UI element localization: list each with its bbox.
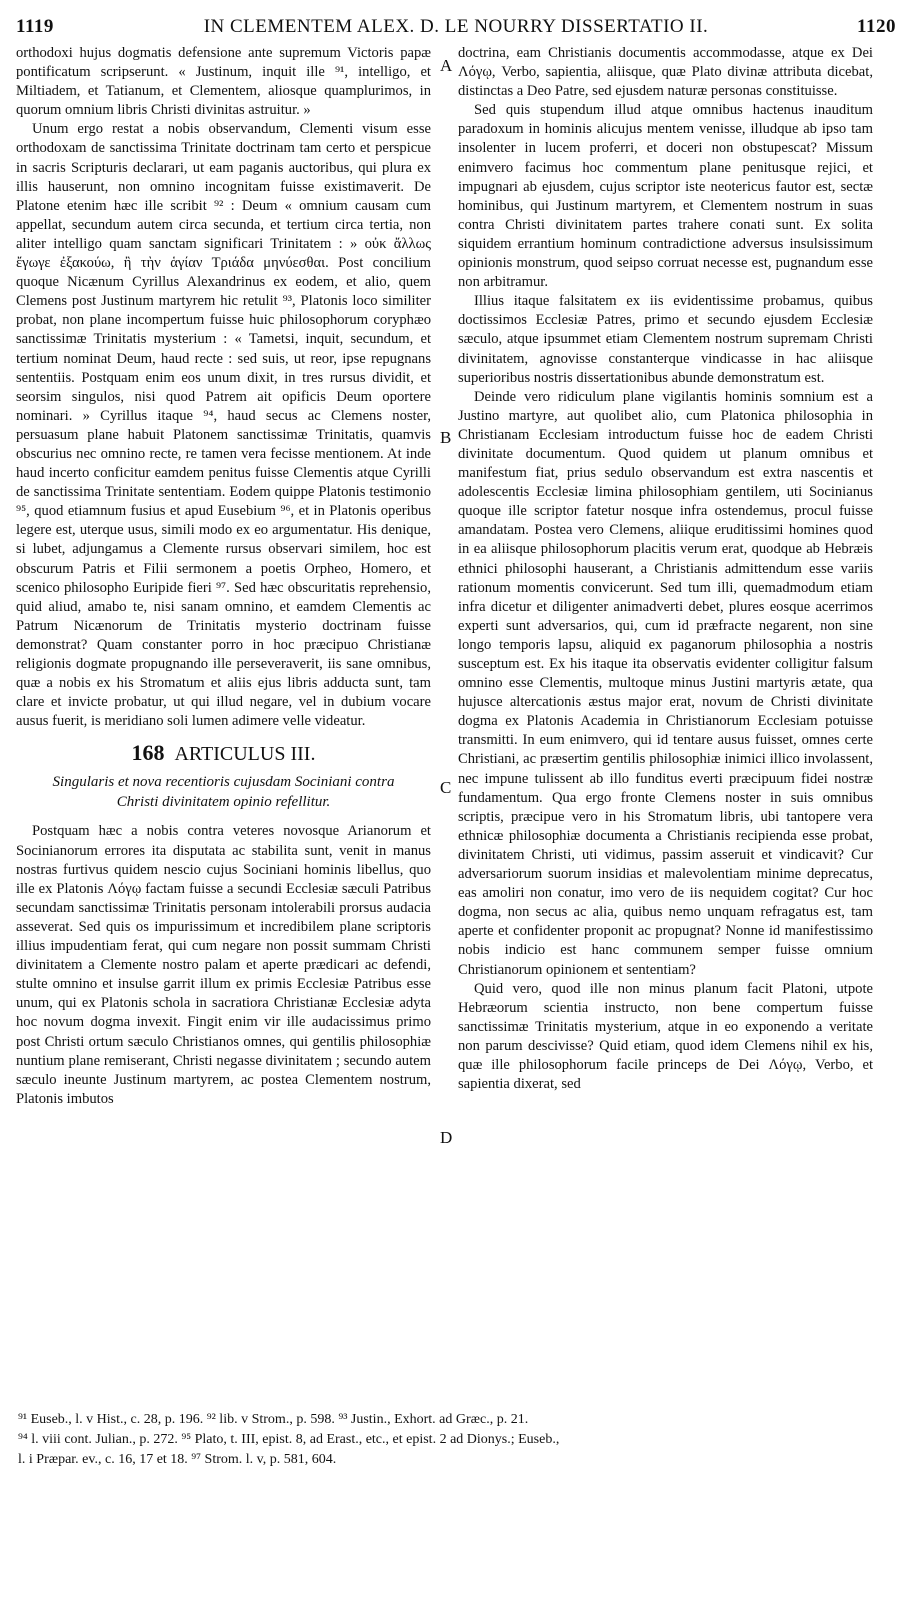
article-heading — [16, 740, 431, 766]
margin-letter-d: D — [440, 1128, 453, 1147]
footnote-line-1: ⁹¹ Euseb., l. v Hist., c. 28, p. 196. ⁹² lib. v Strom., p. 598. ⁹³ Justin., Exhort. ad Græc., p. 21. — [18, 1412, 529, 1427]
left-paragraph-1: orthodoxi hujus dogmatis defensione ante supremum Victoris papæ pontificatum scripserunt. « Justinum, inquit ille ⁹¹, intelligo, et Miltiadem, et Tatianum, et Clementem, aliosque quamplurimos, in quorum omnium libris Christi divinitas astruitur. » — [16, 45, 431, 119]
running-title: IN CLEMENTEM ALEX. D. LE NOURRY DISSERTATIO II. — [203, 16, 709, 37]
right-column — [458, 44, 873, 1094]
article-title: ARTICULUS III. — [174, 743, 316, 766]
right-paragraph-1: doctrina, eam Christianis documentis accommodasse, atque ex Dei Λόγῳ, Verbo, sapientia, aliisque, quæ Plato divinæ attributa dicebat, distinctas a Deo Patre, sed ejusdem naturæ personas constituisse. — [458, 45, 873, 100]
footnote-line-3: l. i Præpar. ev., c. 16, 17 et 18. ⁹⁷ Strom. l. v, p. 581, 604. — [18, 1452, 337, 1467]
right-paragraph-2: Sed quis stupendum illud atque omnibus hactenus inauditum paradoxum in hominis alicujus mentem venisse, illudque ab ipso tam insolenter in lucem proferri, et doceri non obstupescat? Missum enimvero facimus hoc commentum plane penitusque rejici, et impugnari ab ejusdem, cujus scriptor iste neotericus fautor est, sectæ hominibus, qui Justinum martyrem, et Clementem nostrum in suas contra Christi divinitatem partes trahere conati sunt. Ex solita siquidem errantium hominum contradictione adversus insulsissimum opinionis monstrum, quod seipso corruat necesse est, pugnandum esse non arbitramur. — [458, 102, 873, 291]
margin-letter-a: A — [440, 56, 453, 75]
left-column — [16, 44, 431, 1109]
right-paragraph-3: Illius itaque falsitatem ex iis evidentissime probamus, quibus doctissimos Ecclesiæ Patres, primo et secundo ejusdem Ecclesiæ sæculo, atque ipsummet etiam Clementem nostrum supremam Christi divinitatem, agnovisse constanterque vindicasse in hac aliisque superioribus nostris dissertationibus abunde demonstratum est. — [458, 293, 873, 386]
page-number-right: 1120 — [857, 16, 896, 37]
right-paragraph-4: Deinde vero ridiculum plane vigilantis hominis somnium est a Justino martyre, aut quolibet alio, cum Platonica philosophia in Christianam Ecclesiam introductum fuisse hoc de eadem Christi divinitate documentum. Quod quidem ut planum omnibus et manifestum fiat, prius sedulo observandum est extra nascentis et adolescentis Ecclesiæ limina philosophiam gentilem, uti Socinianus quoque ille scriptor fatetur nosque infra ostendemus, procul fuisse amandatam. Postea vero Clemens, aliique eruditissimi homines quod in ea aliisque philosophorum placitis verum erat, quodque ab Hebræis ethnici philosophi hauserant, a Christianis admittendum esse variis rationum momentis convicerunt. Sed tum illi, quemadmodum etiam infra dicetur et diligenter animadverti debet, plures eosque acerrimos experti sunt adversarios, qui, cum id præfracte negarent, non sine longo temporis lapsu, aliquid ex paganorum philosophia a nostris susceptum est. Ex his itaque ita observatis evidenter colligitur falsum omnino esse Clementis, multoque minus Justini martyris ætate, qua hujusce altercationis æstus major erat, novum de Christi divinitate dogma ex Platonis Academia in Christianorum Ecclesiam potuisse transmitti. In eum enimvero, qui id tentare ausus fuisset, omnes certe Christiani, ac præsertim gentilis philosophiæ inimici illico involassent, nec impune tulissent ab illo funditus everti præcipuum fidei nostræ fundamentum. Qua ergo fronte Clemens noster in suis omnibus scriptis, præcipue vero in his Stromatum libris, ubi tantopere vera ethnicæ philosophiæ documenta a Christianis recipienda esse probat, divinitatem Christi, uti vidimus, passim asseruit et vindicavit? Cur adversariorum suorum insidias et malevolentiam minime deprecatus, eas amoliri non conatur, imo vero de iis nequidem cogitat? Cur hoc dogma, non secus ac alia, quibus nemo unquam refragatus est, tam aperte et confidenter proponit ac propugnat? Nonne id manifestissimo nobis indicio est hanc communem semper fuisse omnium Christianorum opinionem et sententiam? — [458, 388, 873, 978]
left-paragraph-2: Unum ergo restat a nobis observandum, Clementi visum esse orthodoxam de sanctissima Trinitate doctrinam tam certo et perspicue in sacris Scripturis declarari, ut eam paganis auctoribus, qui plura ex illis hauserunt, non omnino incognitam fuisse existimaverit. De Platone etenim hæc ille scribit ⁹² : Deum « omnium causam cum appellat, secundum autem circa secunda, et tertium circa tertia, non aliter intelligo quam sanctam significari Trinitatem : » οὐκ ἄλλως ἔγωγε ἐξακούω, ἢ τὴν ἁγίαν Τριάδα μηνύεσθαι. Post concilium quoque Nicænum Cyrillus Alexandrinus ex eodem, et alio, quem Clemens post Justinum martyrem hic retulit ⁹³, Platonis loco similiter probat, non plane incompertum fuisse huic philosophorum coryphæo sanctissimæ Trinitatis mysterium : « Tametsi, inquit, secundum, et tertium nominat Deum, haud recte : sed suis, ut reor, ipse repugnans sententiis. Postquam enim eos unum dixit, in tres rursus dividit, et seorsim singulos, nisi quod Patrem ait opificis Deum oportere nominari. » Cyrillus itaque ⁹⁴, haud secus ac Clemens noster, persuasum plane habuit Platonem sanctissimæ Trinitatis, quamvis obscurius nec omnino recte, re tamen vera fecisse mentionem. At inde haud incerto conficitur eamdem penitus fuisse Clementis atque Cyrilli de sanctissima Trinitate sententiam. Eodem quippe Platonis testimonio ⁹⁵, quod etiamnum fusius et apud Eusebium ⁹⁶, et in Platonis operibus legere est, uterque usus, simili modo ex eo argumentatur. His denique, si lubet, adjungamus a Clemente rursus observari similem, hoc est obscurum Patris et Filii sermonem a poetis Orpheo, Homero, et scenico philosopho Euripide fieri ⁹⁷. Sed hæc obscuritatis reprehensio, quid aliud, amabo te, nisi sanam omnino, et eamdem Clementis ac Patrum Nicænorum de Trinitatis mysterio doctrinam fuisse demonstrat? Quam constanter porro in hoc præcipuo Christianæ religionis dogmate propugnando ille perseveraverit, iis sane omnibus, quæ a nobis ex his Stromatum et aliis ejus libris adducta sunt, tam clare et invicte probatur, ut qui illud negare, vel in dubium vocare ausus fuerit, is meridiano soli lumen adimere velle videatur. — [16, 121, 431, 730]
footnote-line-2: ⁹⁴ l. viii cont. Julian., p. 272. ⁹⁵ Plato, t. III, epist. 8, ad Erast., etc., et epist. 2 ad Dionys.; Euseb., — [18, 1432, 560, 1447]
page-number-left: 1119 — [16, 16, 54, 37]
footnotes — [18, 1410, 896, 1470]
page-header — [16, 10, 896, 42]
right-paragraph-5: Quid vero, quod ille non minus planum facit Platoni, utpote Hebræorum scientia instructo, non bene compertum fuisse sanctissimæ Trinitatis mysterium, atque in eo exponendo a veritate non parum descivisse? Quid etiam, quod idem Clemens nihil ex his, quæ ille philosophorum facile princeps de Dei Λόγῳ, Verbo, et sapientia dixerat, sed — [458, 980, 873, 1093]
margin-letter-c: C — [440, 778, 452, 797]
left-paragraph-3: Postquam hæc a nobis contra veteres novosque Arianorum et Socinianorum errores ita disputata ac stabilita sunt, venit in manus nostras furtivus quidem nescio cujus Sociniani hominis libellus, quo ille ex Platonis Λόγῳ factam fuisse a secundi Ecclesiæ sæculi Patribus secundam sanctissimæ Trinitatis personam intolerabili prorsus audacia asseverat. Sed quis os impurissimum et incredibilem plane scriptoris illius impudentiam ferat, qui cum negare non possit summam Christi divinitatem a Clemente nostro palam et aperte prædicari ac defendi, stulte omnino et insulse garrit illum ex primis Ecclesiæ Patribus esse unum, qui ex Platonis schola in sacratiora Christianæ Ecclesiæ adyta hoc novum dogma invexit. Fingit enim vir ille audacissimus primo post Christi ortum sæculo Christianos omnes, qui gentilis philosophiæ nuntium plane remiserant, Christi negasse divinitatem ; secundo autem sæculo ineunte Justinum martyrem, ac postea Clementem nostrum, Platonis imbutos — [16, 823, 431, 1107]
article-subheading: Singularis et nova recentioris cujusdam Sociniani contra Christi divinitatem opinio refellitur. — [52, 774, 395, 811]
margin-letter-b: B — [440, 428, 452, 447]
article-number: 168 — [131, 740, 165, 766]
